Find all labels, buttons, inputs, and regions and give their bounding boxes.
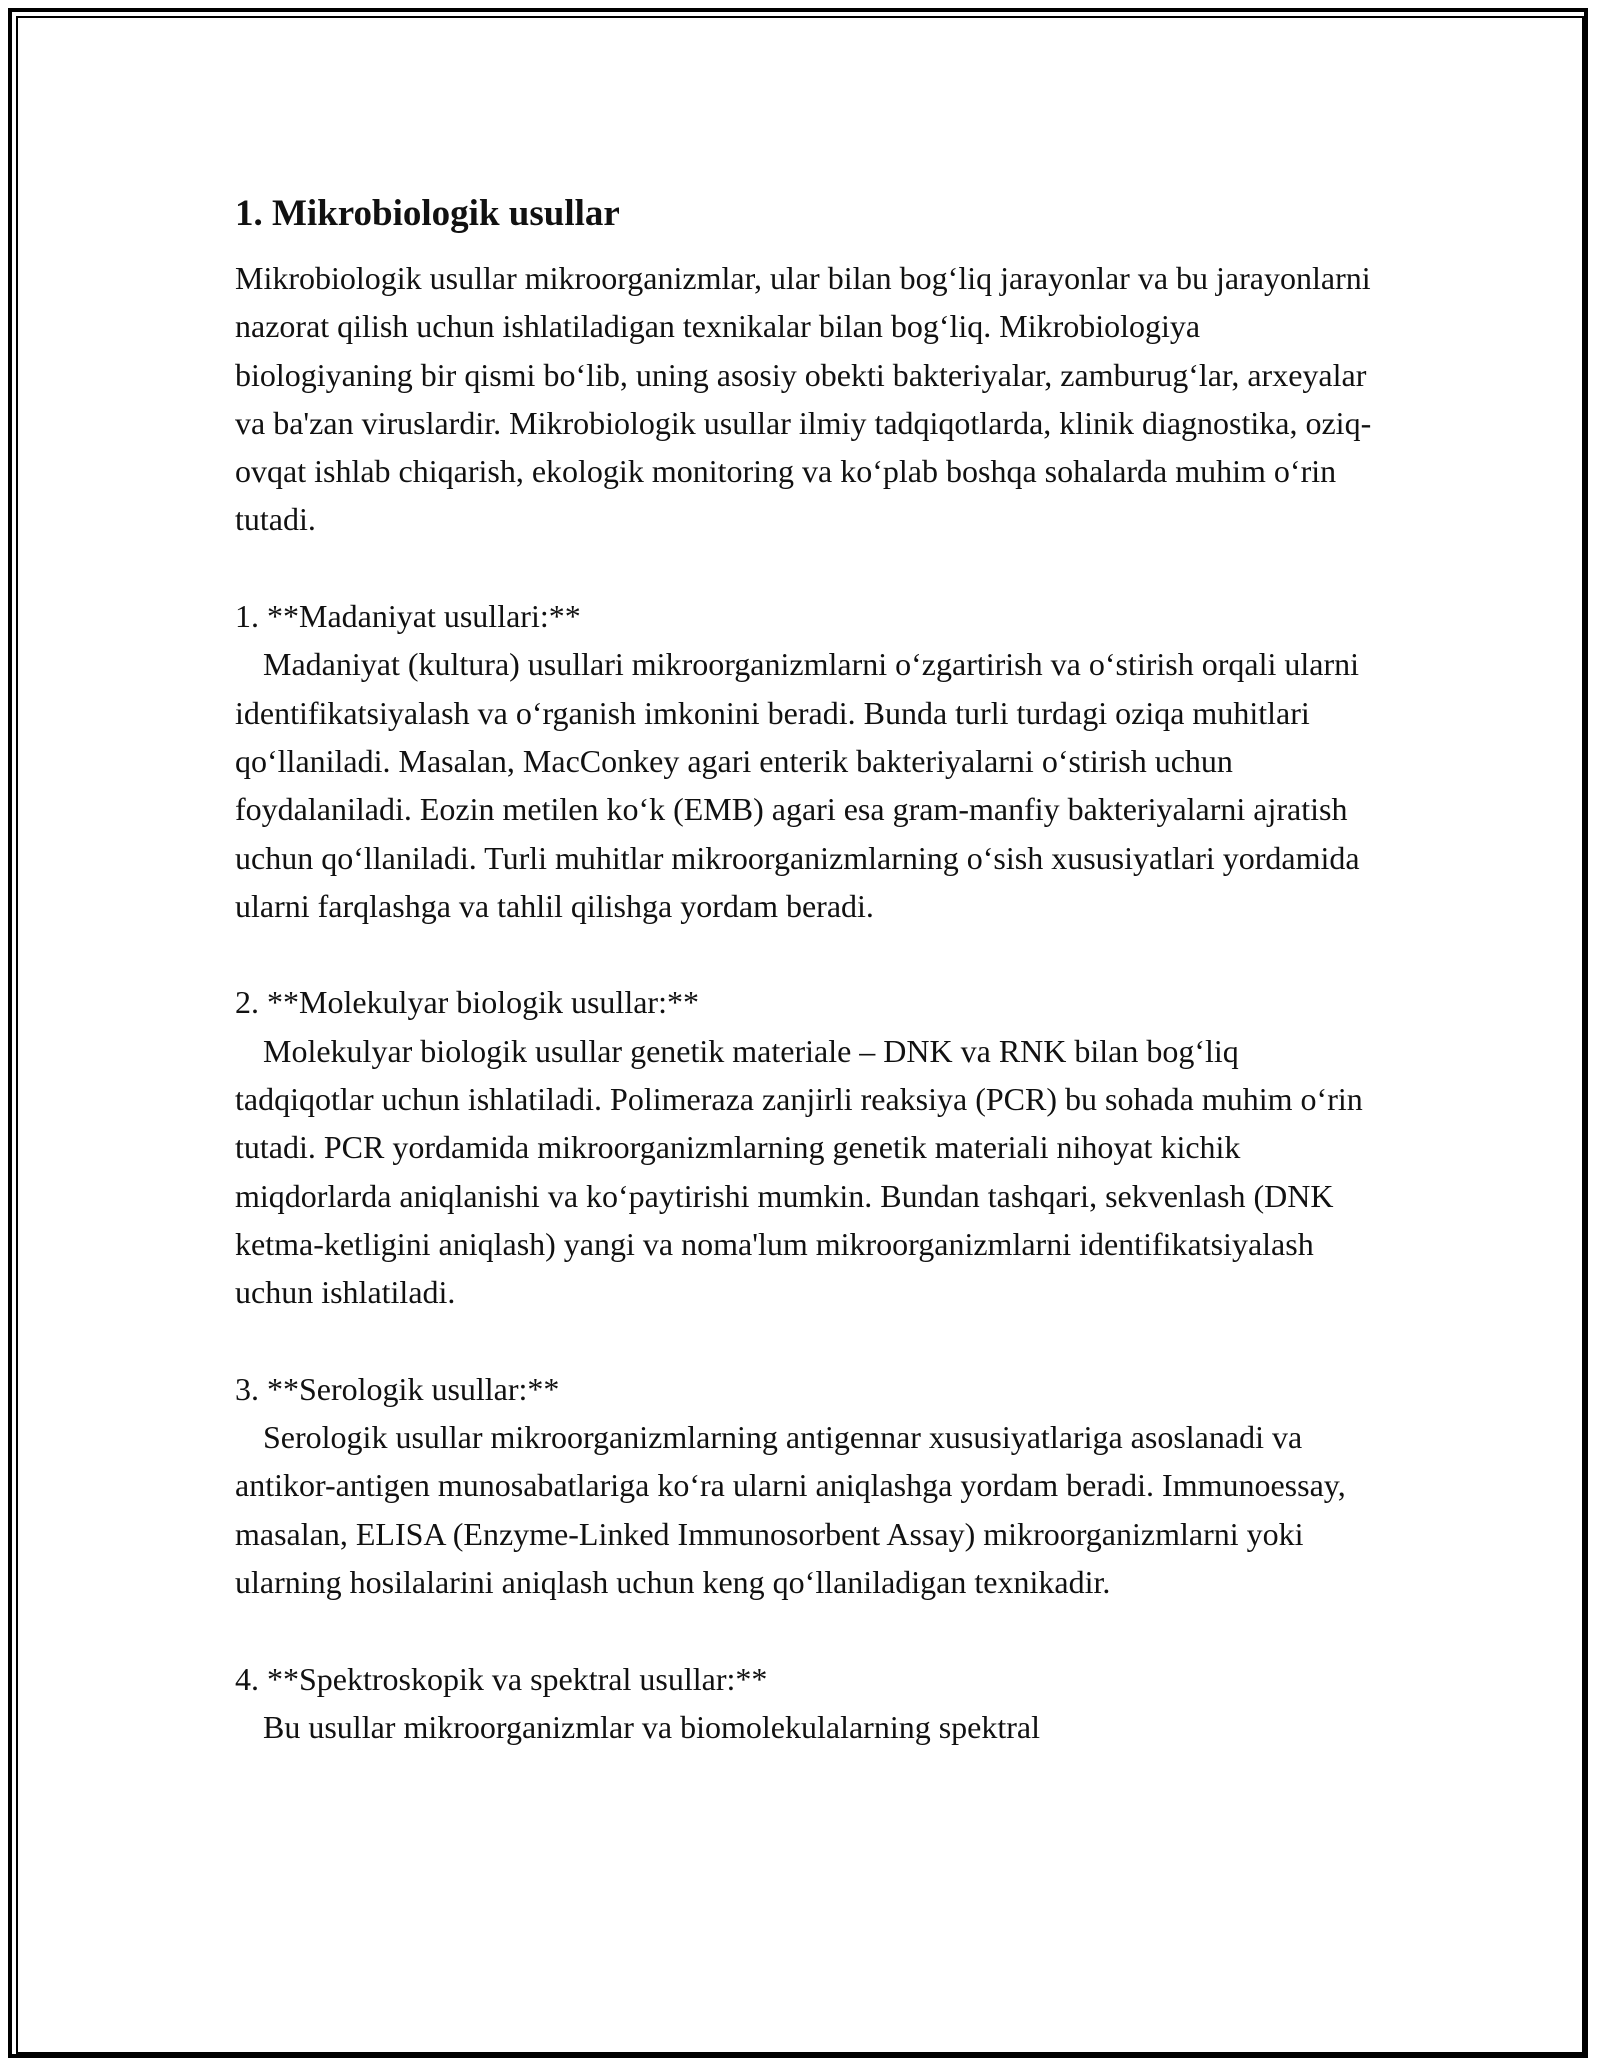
section-heading: 4. **Spektroskopik va spektral usullar:** <box>235 1660 768 1697</box>
section-body: Bu usullar mikroorganizmlar va biomolekulalarning spektral <box>263 1708 1040 1745</box>
intro-paragraph: Mikrobiologik usullar mikroorganizmlar, ular bilan bog‘liq jarayonlar va bu jarayonlarni nazorat qilish uchun ishlatiladigan texnikalar bilan bog‘liq. Mikrobiologiya biologiyaning bir qismi bo‘lib, uning asosiy obekti bakteriyalar, zamburug‘lar, arxeyalar va ba'zan viruslardir. Mikrobiologik usullar ilmiy tadqiqotlarda, klinik diagnostika, oziq-ovqat ishlab chiqarish, ekologik monitoring va ko‘plab boshqa sohalarda muhim o‘rin tutadi. <box>235 260 1372 538</box>
section-body: Madaniyat (kultura) usullari mikroorganizmlarni o‘zgartirish va o‘stirish orqali ularni identifikatsiyalash va o‘rganish imkonini beradi. Bunda turli turdagi oziqa muhitlari qo‘llaniladi. Masalan, MacConkey agari enterik bakteriyalarni o‘stirish uchun foydalaniladi. Eozin metilen ko‘k (EMB) agari esa gram-manfiy bakteriyalarni ajratish uchun qo‘llaniladi. Turli muhitlar mikroorganizmlarning o‘sish xususiyatlari yordamida ularni farqlashga va tahlil qilishga yordam beradi. <box>235 646 1360 924</box>
section-spectroscopic-methods <box>235 1655 1375 1752</box>
section-heading: 3. **Serologik usullar:** <box>235 1370 560 1407</box>
document-content <box>235 186 1375 1800</box>
section-serological-methods <box>235 1365 1375 1606</box>
section-body: Serologik usullar mikroorganizmlarning antigennar xususiyatlariga asoslanadi va antikor-antigen munosabatlariga ko‘ra ularni aniqlashga yordam beradi. Immunoessay, masalan, ELISA (Enzyme-Linked Immunosorbent Assay) mikroorganizmlarni yoki ularning hosilalarini aniqlash uchun keng qo‘llaniladigan texnikadir. <box>235 1419 1346 1601</box>
section-culture-methods <box>235 592 1375 930</box>
section-heading: 1. **Madaniyat usullari:** <box>235 598 581 635</box>
section-molecular-methods <box>235 978 1375 1316</box>
page-title: 1. Mikrobiologik usullar <box>235 193 620 234</box>
section-body: Molekulyar biologik usullar genetik materiale – DNK va RNK bilan bog‘liq tadqiqotlar uchun ishlatiladi. Polimeraza zanjirli reaksiya (PCR) bu sohada muhim o‘rin tutadi. PCR yordamida mikroorganizmlarning genetik materiali nihoyat kichik miqdorlarda aniqlanishi va ko‘paytirishi mumkin. Bundan tashqari, sekvenlash (DNK ketma-ketligini aniqlash) yangi va noma'lum mikroorganizmlarni identifikatsiyalash uchun ishlatiladi. <box>235 1032 1363 1311</box>
section-heading: 2. **Molekulyar biologik usullar:** <box>235 984 699 1021</box>
